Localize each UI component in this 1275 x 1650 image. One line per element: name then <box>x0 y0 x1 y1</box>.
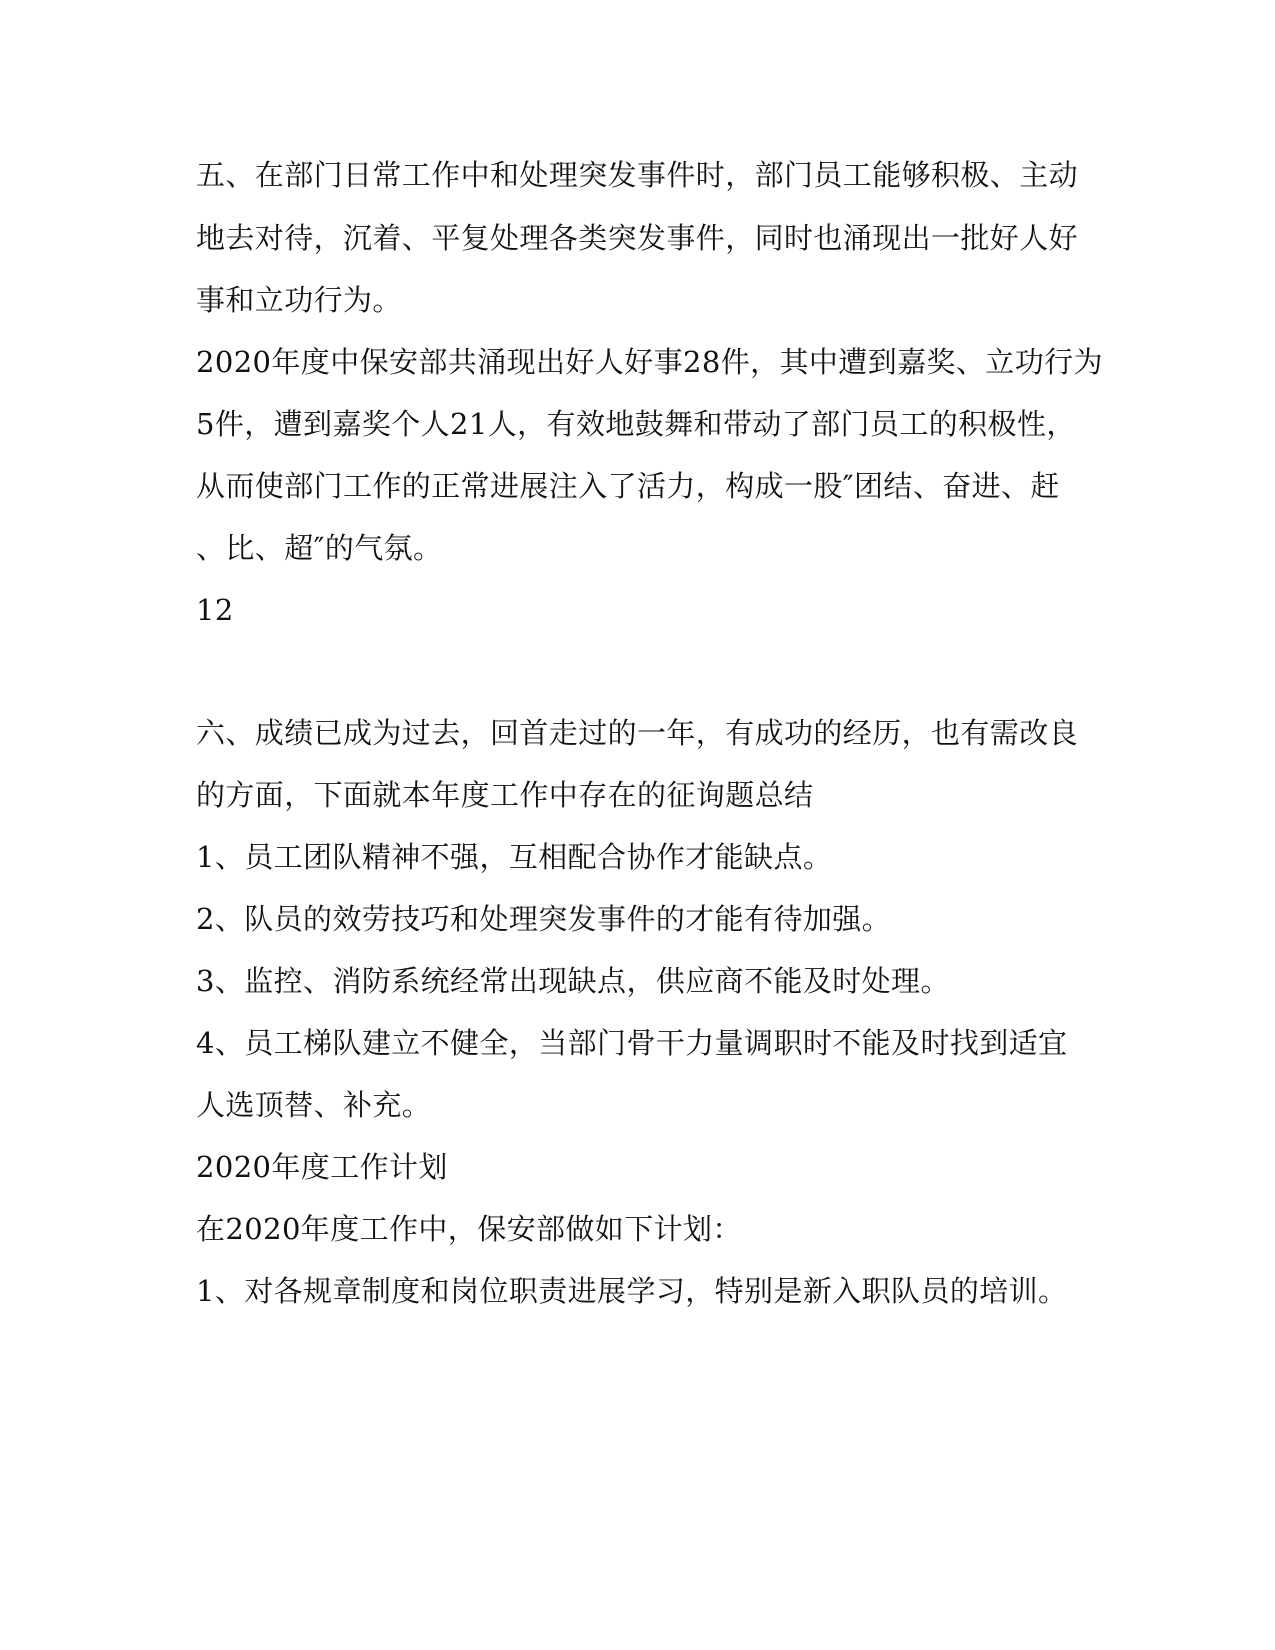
paragraph-6-line-1: 六、成绩已成为过去，回首走过的一年，有成功的经历，也有需改良 <box>196 716 1079 750</box>
paragraph-6-line-2: 的方面，下面就本年度工作中存在的征询题总结 <box>196 778 814 812</box>
plan-intro: 在2020年度工作中，保安部做如下计划： <box>196 1212 742 1246</box>
plan-item-1: 1、对各规章制度和岗位职责进展学习，特别是新入职队员的培训。 <box>196 1274 1068 1308</box>
issue-item-2: 2、队员的效劳技巧和处理突发事件的才能有待加强。 <box>196 902 892 936</box>
issue-item-1: 1、员工团队精神不强，互相配合协作才能缺点。 <box>196 840 833 874</box>
issue-item-4-line-2: 人选顶替、补充。 <box>196 1088 432 1122</box>
paragraph-5-line-3: 事和立功行为。 <box>196 283 402 317</box>
plan-heading: 2020年度工作计划 <box>196 1150 448 1184</box>
paragraph-5-line-2: 地去对待，沉着、平复处理各类突发事件，同时也涌现出一批好人好 <box>196 221 1079 255</box>
issue-item-3: 3、监控、消防系统经常出现缺点，供应商不能及时处理。 <box>196 964 950 998</box>
stats-line-3: 从而使部门工作的正常进展注入了活力，构成一股″团结、奋进、赶 <box>196 469 1060 503</box>
stats-line-2: 5件，遭到嘉奖个人21人，有效地鼓舞和带动了部门员工的积极性， <box>196 407 1076 441</box>
paragraph-5-line-1: 五、在部门日常工作中和处理突发事件时，部门员工能够积极、主动 <box>196 158 1079 192</box>
stats-line-4: 、比、超″的气氛。 <box>196 531 443 565</box>
issue-item-4-line-1: 4、员工梯队建立不健全，当部门骨干力量调职时不能及时找到适宜 <box>196 1026 1068 1060</box>
page-number: 12 <box>196 593 234 627</box>
stats-line-1: 2020年度中保安部共涌现出好人好事28件，其中遭到嘉奖、立功行为 <box>196 345 1103 379</box>
